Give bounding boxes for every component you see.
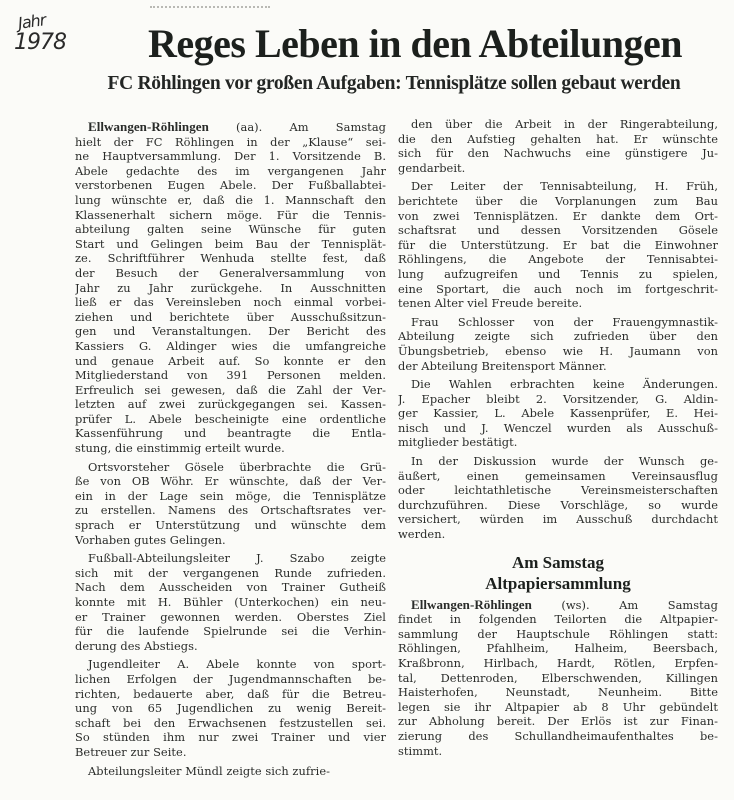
handwritten-note-year: 1978: [14, 30, 66, 55]
text-line-content: (aa). Am Samstag: [208, 120, 386, 134]
text-line: hielt der FC Röhlingen in der „Klause“ sei-: [75, 134, 386, 149]
text-line: sich mit der vergangenen Runde zufrieden.: [75, 565, 386, 580]
text-line: den über die Arbeit in der Ringerabteilung,: [411, 117, 718, 131]
paragraph: [75, 764, 386, 779]
text-line: lichen Erfolgen der Jugendmannschaften be-: [75, 671, 386, 686]
article2-headline-line1: Am Samstag: [511, 552, 605, 572]
text-line: zu erstellen. Namens des Ortschaftsrates ver-: [75, 503, 386, 518]
text-line: gen und Veranstaltungen. Der Bericht des: [75, 324, 386, 339]
text-line: ne Hauptversammlung. Der 1. Vorsitzende B.: [75, 149, 386, 164]
text-line: derung des Abstiegs.: [75, 638, 198, 653]
dateline: Ellwangen-Röhlingen: [88, 120, 209, 134]
text-line: ziehen und berichtete über Ausschußsitzun-: [75, 309, 386, 324]
article2-header: [398, 552, 718, 594]
text-line: zierung des Schullandheimaufenthaltes be-: [398, 728, 718, 743]
text-line: konnte mit H. Bühler (Unterkochen) ein neu-: [75, 595, 386, 609]
text-line-content: (ws). Am Samstag: [531, 597, 718, 612]
text-line: richten, bedauerte aber, daß für die Betreu-: [75, 686, 386, 701]
text-line: letzten auf zwei zurückgegangen sei. Kassen-: [75, 397, 386, 412]
text-line: sammlung der Hauptschule Röhlingen statt:: [398, 626, 718, 641]
text-line: werden.: [398, 527, 446, 542]
text-line: Röhlingen, Pfahlheim, Halheim, Beersbach,: [398, 641, 718, 656]
text-line: mitglieder bestätigt.: [398, 435, 518, 450]
paragraph: [75, 551, 386, 653]
text-line: Kassiers G. Aldinger wies die umfangreiche: [75, 338, 386, 353]
text-line: legen sie ihr Altpapier ab 8 Uhr gebündelt: [398, 699, 718, 714]
text-line: er Trainer gewonnen werden. Oberstes Ziel: [75, 609, 386, 624]
text-line: ze. Schriftführer Wenhuda stellte fest, daß: [75, 251, 386, 266]
text-line: Betreuer zur Seite.: [75, 744, 187, 759]
faint-masthead-remnant: [150, 6, 270, 14]
paragraph: [75, 460, 386, 548]
text-line: ße von OB Wöhr. Er wünschte, daß der Ver-: [75, 474, 386, 489]
text-line: stung, die einstimmig erteilt wurde.: [75, 441, 285, 456]
text-line: Kraßbronn, Hirlbach, Hardt, Rötlen, Erpfen-: [398, 656, 718, 670]
text-line: abteilung galten seine Wünsche für guten: [75, 222, 386, 237]
text-line: Nach dem Ausscheiden von Trainer Gutheiß: [75, 580, 386, 595]
text-line: versichert, würden im Ausschuß durchdacht: [398, 512, 718, 527]
text-line: die den Aufstieg gehalten hat. Er wünschte: [398, 131, 718, 146]
text-line: schaft bei den Erwachsenen festzustellen sei.: [75, 715, 386, 730]
text-line: [398, 598, 718, 613]
text-line: oder leichtathletische Vereinsmeisterschaften: [398, 483, 718, 498]
handwritten-note-word: Jahr: [16, 10, 47, 33]
text-line: Haisterhofen, Neunstadt, Neunheim. Bitte: [398, 685, 718, 700]
text-line: In der Diskussion wurde der Wunsch ge-: [411, 454, 718, 469]
text-line: berichtete über die Vorplanungen zum Bau: [398, 193, 718, 208]
text-line: J. Epacher bleibt 2. Vorsitzender, G. Aldin-: [398, 391, 718, 406]
text-line: Kassenführung und beantragte die Entla-: [75, 426, 386, 441]
paragraph: [398, 315, 718, 373]
text-line: Röhlingens, die Angebote der Tennisabtei-: [398, 252, 718, 267]
text-line: ließ er das Vereinsleben noch einmal vorbei-: [75, 295, 386, 310]
text-line: Start und Gelingen beim Bau der Tennisplät-: [75, 236, 386, 251]
text-line: verstorbenen Eugen Abele. Der Fußballabtei-: [75, 178, 386, 193]
text-line: Übungsbetrieb, ebenso wie H. Jaumann von: [398, 343, 718, 358]
text-line: lung wünschte er, daß die 1. Mannschaft den: [75, 192, 386, 207]
text-line: äußert, einen gemeinsamen Vereinsausflug: [398, 468, 718, 483]
text-line: ein in der Lage sein möge, die Tennisplätze: [75, 488, 386, 503]
paragraph: [75, 657, 386, 759]
article-left-column: [75, 120, 386, 778]
text-line: Ortsvorsteher Gösele überbrachte die Grü-: [88, 459, 386, 474]
text-line: lung aufzugreifen und Tennis zu spielen,: [398, 266, 718, 281]
text-line: gendarbeit.: [398, 160, 466, 175]
paragraph: [75, 120, 386, 456]
text-line: Klassenerhalt sichern möge. Für die Tennis-: [75, 207, 386, 222]
paragraph: [398, 454, 718, 542]
text-line: zur Abholung bereit. Der Erlös ist zur Finan-: [398, 714, 718, 729]
subheadline: FC Röhlingen vor großen Aufgaben: Tennisplätze sollen gebaut werden: [107, 73, 681, 94]
text-line: und genaue Arbeit auf. So konnte er den: [75, 353, 386, 368]
text-line: [75, 120, 386, 135]
text-line: Abteilung zeigte sich zufrieden über den: [398, 329, 718, 344]
handwritten-note: [12, 12, 68, 58]
text-line: sprach er Unterstützung und wünschte dem: [75, 518, 386, 533]
text-line: schaftsrat und dessen Vorsitzenden Gösele: [398, 223, 718, 238]
text-line: Erfreulich sei gewesen, daß die Zahl der Ver-: [75, 382, 386, 397]
text-line: findet in folgenden Teilorten die Altpapier-: [398, 612, 718, 627]
text-line: So stünden ihm nur zwei Trainer und vier: [75, 730, 386, 745]
paragraph: [398, 117, 718, 175]
text-line: prüfer L. Abele bescheinigte eine ordentliche: [75, 411, 386, 426]
text-line: Jugendleiter A. Abele konnte von sport-: [88, 657, 386, 672]
text-line: Der Leiter der Tennisabteilung, H. Früh,: [411, 179, 718, 194]
headline: Reges Leben in den Abteilungen: [148, 21, 682, 66]
text-line: ung von 65 Jugendlichen zu wenig Bereit-: [75, 701, 386, 716]
text-line: stimmt.: [398, 743, 443, 758]
text-line: ger Kassier, L. Abele Kassenprüfer, E. Hei-: [398, 406, 718, 421]
dateline: Ellwangen-Röhlingen: [411, 597, 532, 612]
text-line: nisch und J. Wenczel wurden als Ausschuß-: [398, 420, 718, 435]
text-line: Mitgliederstand von 391 Personen melden.: [75, 368, 386, 383]
text-line: für die laufende Spielrunde sei die Verhin-: [75, 624, 386, 639]
article2-paragraph: [398, 598, 718, 759]
text-line: der Abteilung Breitensport Männer.: [398, 358, 607, 373]
text-line: tenen Alter viel Freude bereite.: [398, 296, 583, 311]
article-right-column: [398, 117, 718, 758]
paragraph: [398, 179, 718, 310]
text-line: der Besuch der Generalversammlung von: [75, 265, 386, 280]
text-line: Frau Schlosser von der Frauengymnastik-: [411, 314, 718, 329]
text-line: sich für den Nachwuchs eine günstigere Ju-: [398, 146, 718, 161]
article2-headline-line2: Altpapiersammlung: [485, 573, 631, 593]
text-line: für die Unterstützung. Er bat die Einwohner: [398, 237, 718, 252]
text-line: von zwei Tennisplätzen. Er dankte dem Ort-: [398, 208, 718, 223]
text-line: durchzuführen. Diese Vorschläge, so wurde: [398, 497, 718, 512]
text-line: Abteilungsleiter Mündl zeigte sich zufrie-: [88, 763, 331, 778]
text-line: Abele gedachte des im vergangenen Jahr: [75, 163, 386, 178]
text-line: Jahr zu Jahr zurückgehe. In Ausschnitten: [75, 280, 386, 295]
text-line: Vorhaben gutes Gelingen.: [75, 532, 226, 547]
text-line: tal, Dettenroden, Elberschwenden, Killingen: [398, 670, 718, 685]
paragraph: [398, 377, 718, 450]
text-line: Fußball-Abteilungsleiter J. Szabo zeigte: [88, 551, 386, 566]
text-line: eine Sportart, die auch noch im fortgeschrit-: [398, 281, 718, 296]
text-line: Die Wahlen erbrachten keine Änderungen.: [411, 377, 718, 392]
